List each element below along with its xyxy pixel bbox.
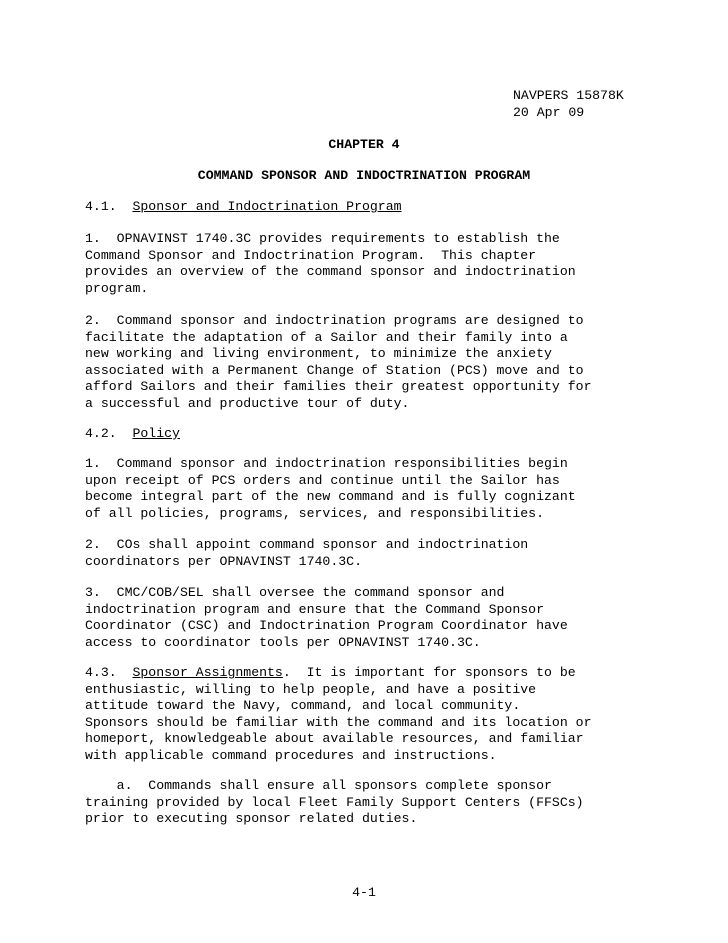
document-identifier <box>513 88 624 121</box>
doc-number: NAVPERS 15878K <box>513 88 624 103</box>
section-number: 4.3. <box>85 665 117 680</box>
paragraph-4-2-2: 2. COs shall appoint command sponsor and indoctrination coordinators per OPNAVINST 1740.3C. <box>85 537 529 569</box>
paragraph-4-2-3: 3. CMC/COB/SEL shall oversee the command sponsor and indoctrination program and ensure that the Command Sponsor Coordinator (CSC) and Indoctrination Program Coordinator have access to coordinator tools per OPNAVINST 1740.3C. <box>85 585 568 650</box>
section-heading-4-1 <box>85 199 685 216</box>
doc-date: 20 Apr 09 <box>513 104 585 120</box>
section-title: Sponsor Assignments <box>132 665 283 680</box>
paragraph-4-1-2: 2. Command sponsor and indoctrination programs are designed to facilitate the adaptation of a Sailor and their family into a new working and living environment, to minimize the anxiety associated with a Permanent Change of Station (PCS) move and to afford Sailors and their families their greatest opportunity for a successful and productive tour of duty. <box>85 313 592 411</box>
section-body: . It is important for sponsors to be enthusiastic, willing to help people, and have a positive attitude toward the Navy, command, and local community. Sponsors should be familiar with the command and its location or homeport, knowledgeable about available resources, and familiar with applicable command procedures and instructions. <box>85 665 592 763</box>
page-number: 4-1 <box>352 885 376 900</box>
paragraph-4-3-a: a. Commands shall ensure all sponsors complete sponsor training provided by local Fleet Family Support Centers (FFSCs) prior to executing sponsor related duties. <box>85 778 584 826</box>
paragraph-4-1-1: 1. OPNAVINST 1740.3C provides requirements to establish the Command Sponsor and Indoctrination Program. This chapter provides an overview of the command sponsor and indoctrination program. <box>85 231 576 296</box>
section-title: Sponsor and Indoctrination Program <box>132 199 402 214</box>
chapter-number: CHAPTER 4 <box>328 137 400 152</box>
section-title: Policy <box>132 426 180 441</box>
section-number: 4.2. <box>85 426 117 441</box>
paragraph-4-3 <box>85 665 685 764</box>
section-heading-4-2 <box>85 426 685 443</box>
section-number: 4.1. <box>85 199 117 214</box>
paragraph-4-2-1: 1. Command sponsor and indoctrination responsibilities begin upon receipt of PCS orders and continue until the Sailor has become integral part of the new command and is fully cognizant of all policies, programs, services, and responsibilities. <box>85 456 576 521</box>
chapter-title: COMMAND SPONSOR AND INDOCTRINATION PROGRAM <box>197 168 531 183</box>
